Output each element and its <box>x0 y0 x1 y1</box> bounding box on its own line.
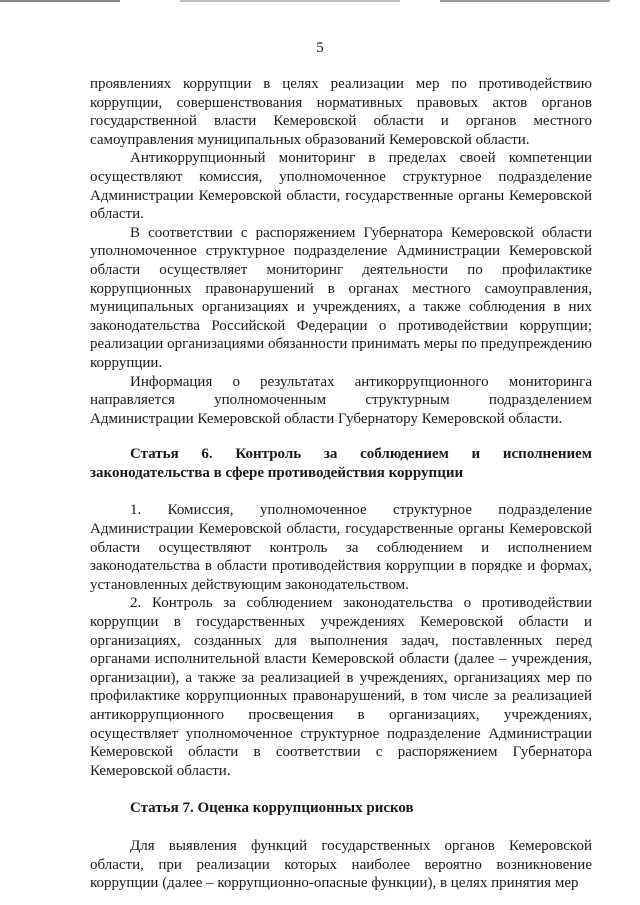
article-6-item-2: 2. Контроль за соблюдением законодательства о противодействии коррупции в государственных учреждениях Кемеровской области и организациях, созданных для выполнения задач, поставленных перед органами исполнительной власти Кемеровской области (далее – учреждения, организации), а также за реализацией в учреждениях, организациях мер по профилактике коррупционных правонарушений, в том числе за реализацией антикоррупционного просвещения в организациях, учреждениях, осуществляет уполномоченное структурное подразделение Администрации Кемеровской области в соответствии с распоряжением Губернатора Кемеровской области. <box>90 595 592 779</box>
article-7-heading: Статья 7. Оценка коррупционных рисков <box>130 800 414 817</box>
scan-top-edge <box>0 0 640 2</box>
document-body <box>90 75 592 893</box>
paragraph-monitoring: Антикоррупционный мониторинг в пределах своей компетенции осуществляют комиссия, уполномоченное структурное подразделение Администрации Кемеровской области, государственные органы Кемеровской области. <box>90 150 592 223</box>
paragraph-governor-order: В соответствии с распоряжением Губернатора Кемеровской области уполномоченное структурное подразделение Администрации Кемеровской области осуществляет мониторинг деятельности по профилактике коррупционных правонарушений в органах местного самоуправления, муниципальных организациях и учреждениях, а также соблюдения в них законодательства Российской Федерации о противодействии коррупции; реализации организациями обязанности принимать меры по предупреждению коррупции. <box>90 224 592 371</box>
paragraph-information: Информация о результатах антикоррупционного мониторинга направляется уполномоченным структурным подразделением Администрации Кемеровской области Губернатору Кемеровской области. <box>90 373 592 427</box>
article-6-item-1: 1. Комиссия, уполномоченное структурное подразделение Администрации Кемеровской области, государственные органы Кемеровской области осуществляют контроль за соблюдением и исполнением законодательства в области противодействия коррупции в порядке и формах, установленных действующим законодательством. <box>90 502 592 593</box>
article-6-heading: Статья 6. Контроль за соблюдением и исполнением законодательства в сфере противодействия коррупции <box>90 446 592 481</box>
page-number: 5 <box>316 40 324 56</box>
paragraph-continuation: проявлениях коррупции в целях реализации мер по противодействию коррупции, совершенствования нормативных правовых актов органов государственной власти Кемеровской области и органов местного самоуправления муниципальных образований Кемеровской области. <box>90 76 592 148</box>
article-7-paragraph: Для выявления функций государственных органов Кемеровской области, при реализации которых наиболее вероятно возникновение коррупции (далее – коррупционно-опасные функции), в целях принятия мер <box>90 837 592 892</box>
